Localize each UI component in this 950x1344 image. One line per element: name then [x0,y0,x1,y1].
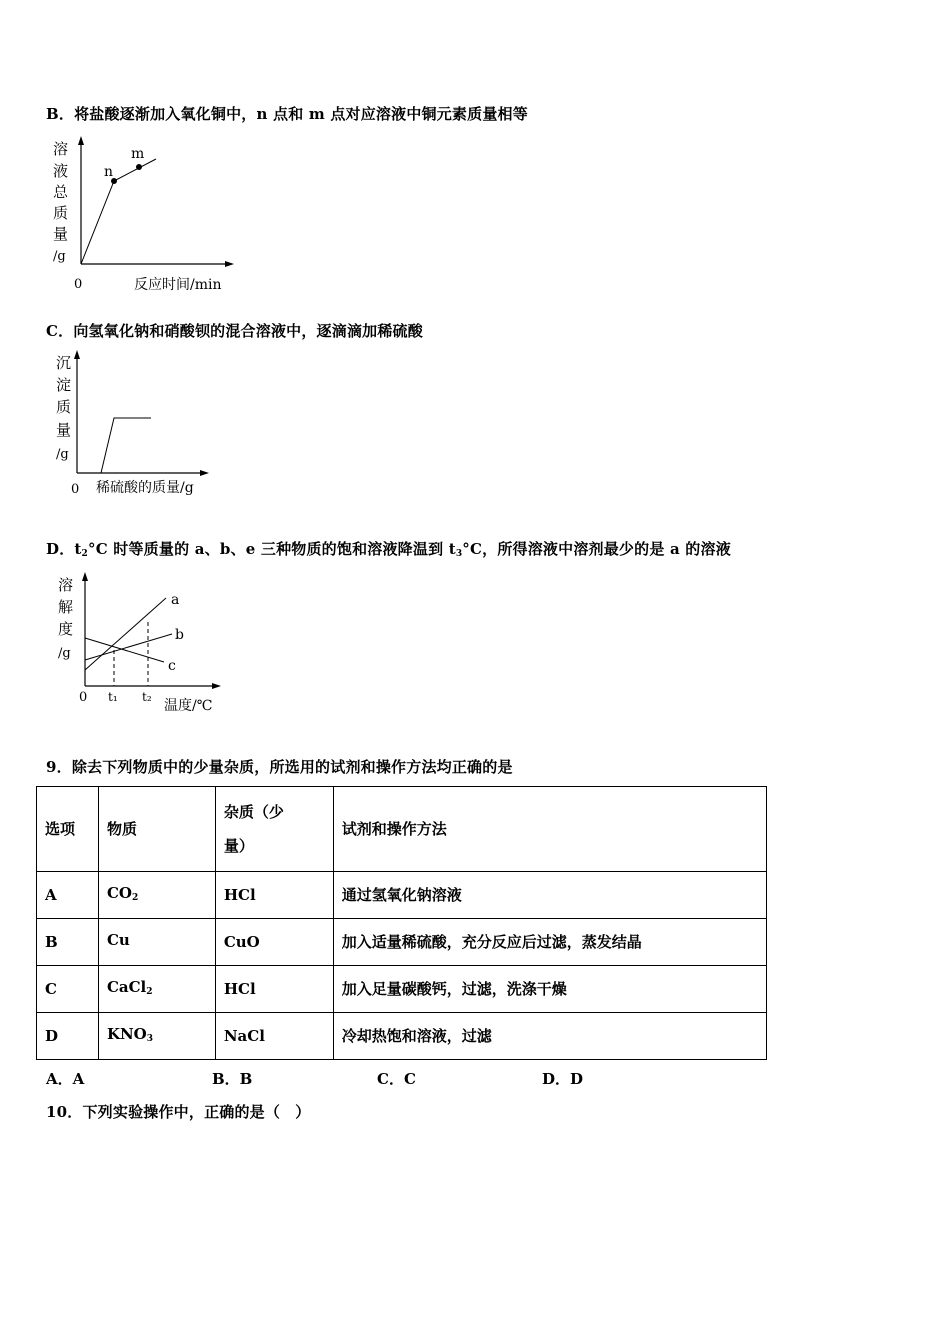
graph-c-y-arrow [74,350,80,359]
row-option: D [37,1013,99,1060]
graph-d-label-c: c [168,658,176,674]
graph-b-xlabel: 反应时间/min [134,277,222,293]
option-d-mid: °C 时等质量的 a、b、e 三种物质的饱和溶液降温到 t [88,540,456,558]
formula-main: Cu [106,930,130,949]
graph-b-point-m [136,164,142,170]
header-substance: 物质 [98,787,215,872]
graph-d-y-arrow [82,572,88,581]
row-substance [98,919,215,966]
q9-choice-b: B．B [212,1070,253,1088]
graph-b-y-arrow [78,136,84,145]
row-impurity: NaCl [215,1013,333,1060]
graph-d-ylabel-4: /g [58,646,71,661]
header-impurity [215,787,333,872]
graph-b-ylabel-2: 液 [53,162,69,180]
graph-b-label-m: m [131,146,145,162]
q9-stem: 9．除去下列物质中的少量杂质，所选用的试剂和操作方法均正确的是 [46,758,513,776]
option-d-sub2: 3 [455,549,463,559]
row-option: B [37,919,99,966]
table-row [37,872,767,919]
header-option: 选项 [37,787,99,872]
row-option: C [37,966,99,1013]
option-d-sub1: 2 [81,549,89,559]
row-method: 加入适量稀硫酸，充分反应后过滤，蒸发结晶 [333,919,766,966]
graph-c-curve [101,418,151,473]
graph-b-label-n: n [104,164,114,180]
graph-b-origin: 0 [74,277,83,292]
header-method: 试剂和操作方法 [333,787,766,872]
graph-d-origin: 0 [79,690,88,705]
graph-d-ylabel-3: 度 [58,620,74,638]
q9-choice-d: D．D [542,1070,584,1088]
graph-b-ylabel-4: 质 [53,204,69,222]
graph-b-ylabel-6: /g [53,249,66,264]
table-header-row [37,787,767,872]
header-impurity-line2: 量） [223,837,254,855]
option-d-suffix: °C，所得溶液中溶剂最少的是 a 的溶液 [462,540,731,558]
graph-d-x-arrow [212,683,221,689]
graph-c-xlabel: 稀硫酸的质量/g [96,480,194,496]
graph-d-ylabel-1: 溶 [58,576,74,594]
table-row [37,1013,767,1060]
q10-stem: 10．下列实验操作中，正确的是（ ） [46,1103,311,1121]
graph-c-x-arrow [200,470,209,476]
formula-main: CO [106,883,132,902]
formula-subscript: 3 [146,1033,154,1044]
table-row [37,919,767,966]
graph-d-t2: t₂ [142,690,152,704]
row-method: 冷却热饱和溶液，过滤 [333,1013,766,1060]
row-impurity: HCl [215,966,333,1013]
row-impurity: HCl [215,872,333,919]
graph-d-curve-c [85,638,164,662]
graph-b [44,136,244,296]
graph-c-ylabel-2: 淀 [56,376,72,394]
formula-main: KNO [106,1024,147,1043]
graph-b-ylabel-3: 总 [53,183,69,201]
formula-subscript: 2 [146,986,153,997]
q9-choice-a: A．A [46,1070,85,1088]
option-c-text: C．向氢氧化钠和硝酸钡的混合溶液中，逐滴滴加稀硫酸 [46,322,423,340]
graph-c-ylabel-3: 质 [56,398,72,416]
table-row [37,966,767,1013]
graph-d-curve-b [85,634,172,660]
graph-d-xlabel: 温度/℃ [164,698,213,714]
row-impurity: CuO [215,919,333,966]
graph-c-ylabel-5: /g [56,447,69,462]
graph-c [44,350,234,500]
q9-table [36,786,767,1060]
formula-main: CaCl [106,977,147,996]
graph-d-label-a: a [171,592,180,608]
graph-b-curve [81,159,156,264]
option-b-text: B．将盐酸逐渐加入氧化铜中，n 点和 m 点对应溶液中铜元素质量相等 [46,105,528,123]
graph-b-x-arrow [225,261,234,267]
graph-d [50,570,240,720]
header-impurity-line1: 杂质（少 [223,803,284,821]
row-substance [98,1013,215,1060]
graph-b-ylabel-5: 量 [53,225,69,243]
row-substance [98,872,215,919]
row-option: A [37,872,99,919]
graph-b-ylabel-1: 溶 [53,140,69,158]
q9-choice-c: C．C [377,1070,416,1088]
graph-c-ylabel-4: 量 [56,421,72,439]
formula-subscript: 2 [131,892,139,903]
graph-d-label-b: b [175,627,184,643]
option-d-text [46,538,731,559]
graph-d-t1: t₁ [108,690,118,704]
option-d-prefix: D．t [46,540,82,558]
graph-d-ylabel-2: 解 [58,598,74,616]
graph-c-origin: 0 [71,482,80,497]
row-substance [98,966,215,1013]
graph-c-ylabel-1: 沉 [56,354,72,372]
row-method: 加入足量碳酸钙，过滤，洗涤干燥 [333,966,766,1013]
row-method: 通过氢氧化钠溶液 [333,872,766,919]
